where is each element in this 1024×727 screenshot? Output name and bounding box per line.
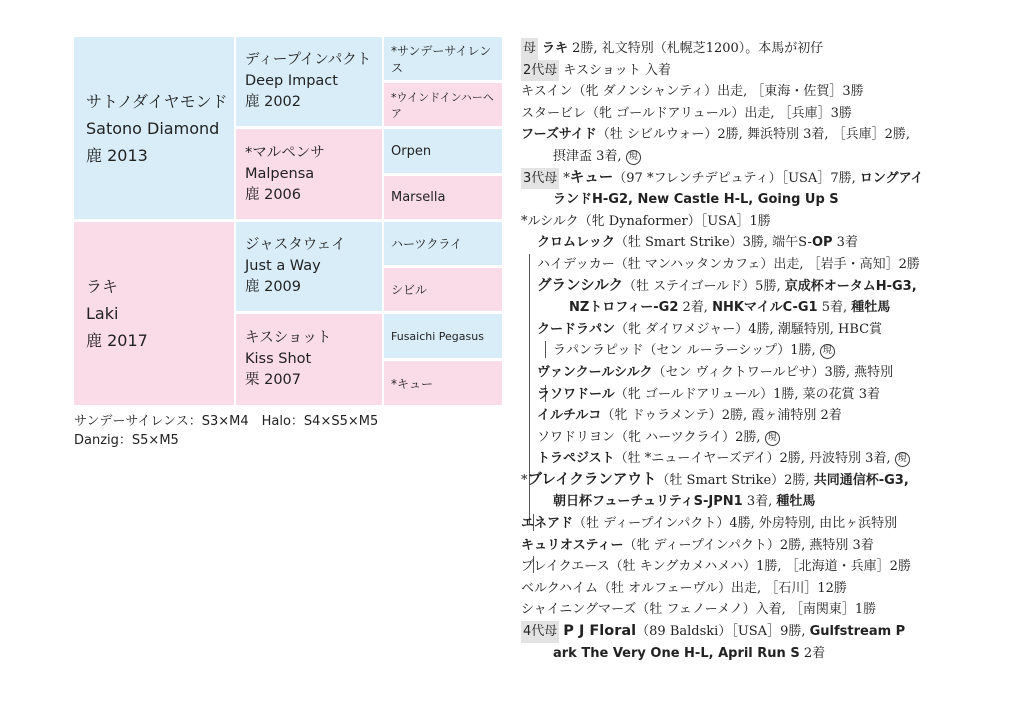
generation-label: 2代母 (521, 60, 559, 82)
record: （牡 シビルウォー）2勝, 舞浜特別 3着, ［兵庫］2勝, (596, 127, 911, 143)
family-line (521, 621, 961, 643)
sire-name-en: Satono Diamond (86, 118, 220, 138)
horse-name: ヴァンクールシルク (537, 364, 653, 380)
horse-name: トラペジスト (537, 451, 615, 467)
record: （牡 *ニューイヤーズデイ）2勝, 丹波特別 3着, (614, 451, 895, 467)
family-line (521, 60, 961, 82)
family-line (521, 124, 961, 146)
ss-name-en: Deep Impact (245, 73, 338, 89)
sd-name-ja: *マルペンサ (245, 144, 325, 161)
record: キスショット 入着 (563, 62, 671, 78)
active-mark-icon: 現 (626, 150, 641, 165)
record: 2着 (799, 645, 826, 661)
g3-cell-3 (384, 129, 502, 173)
family-line (521, 427, 961, 449)
dam-name-ja: ラキ (86, 277, 119, 296)
sire-info: 鹿 2013 (86, 145, 148, 165)
horse-name: キュー (569, 169, 614, 186)
inbreeding-notes (74, 412, 378, 450)
ds-name-en: Just a Way (245, 258, 321, 274)
horse-name: クードラパン (537, 321, 616, 337)
dd-info: 栗 2007 (245, 372, 302, 388)
ds-name-ja: ジャスタウェイ (245, 237, 346, 253)
record: 3着 (832, 235, 858, 251)
family-line (521, 211, 961, 233)
family-line (521, 599, 961, 621)
g3-cell-7 (384, 314, 502, 358)
generation-label: 3代母 (521, 168, 559, 190)
family-line (521, 535, 961, 557)
generation-label: 母 (521, 38, 538, 60)
female-family-text (521, 38, 961, 664)
pedigree-table (74, 37, 502, 405)
race-name: Gulfstream P (809, 624, 906, 640)
race-name: ランドH-G2, New Castle H-L, Going Up S (553, 192, 839, 208)
record: 5着, (817, 300, 852, 316)
record: （牡 ディープインパクト）4勝, 外房特別, 由比ヶ浜特別 (573, 516, 898, 532)
family-line (521, 384, 961, 406)
dd-name-en: Kiss Shot (245, 351, 312, 367)
family-line (521, 146, 961, 168)
g3-name: Marsella (391, 190, 446, 205)
horse-name: エネアド (521, 516, 574, 532)
family-line (521, 81, 961, 103)
family-line (521, 556, 961, 578)
family-line (521, 340, 961, 362)
race-name: ark The Very One H-L, April Run S (553, 645, 800, 661)
record: 2着, (678, 300, 713, 316)
inbreeding-line-1: サンデーサイレンス：S3×M4 Halo：S4×S5×M5 (74, 414, 379, 429)
record: （97 *フレンチデピュティ）［USA］7勝, (613, 170, 860, 186)
record: 摂津盃 3着, (553, 148, 626, 164)
import-mark: * (521, 472, 528, 488)
stallion-label: 種牡馬 (851, 300, 891, 316)
ss-name-ja: ディープインパクト (245, 52, 372, 68)
family-line (521, 643, 961, 665)
g3-name: ハーツクライ (391, 237, 463, 251)
record: （牡 Smart Strike）2勝, (656, 472, 814, 488)
g3-name: シビル (391, 283, 428, 297)
record: （牝 ダイワメジャー）4勝, 潮騒特別, HBC賞 (615, 321, 883, 337)
ss-info: 鹿 2002 (245, 94, 302, 110)
family-line (521, 448, 961, 470)
stallion-label: 種牡馬 (776, 494, 816, 510)
family-line (521, 319, 961, 341)
sire-name-ja: サトノダイヤモンド (86, 91, 228, 111)
family-line (521, 362, 961, 384)
horse-name: クロムレック (537, 235, 615, 251)
g3-cell-1 (384, 37, 502, 80)
race-name: NZトロフィー-G2 (569, 300, 679, 316)
family-line (521, 38, 961, 60)
family-line (521, 513, 961, 535)
generation-label: 4代母 (521, 621, 559, 643)
active-mark-icon: 現 (895, 452, 910, 467)
record: （89 Baldski）［USA］9勝, (636, 624, 810, 640)
g3-cell-6 (384, 268, 502, 311)
sd-info: 鹿 2006 (245, 186, 302, 203)
dam-sire-cell (236, 222, 382, 311)
record: （牝 ドゥラメンテ）2勝, 霞ヶ浦特別 2着 (601, 408, 842, 424)
family-line (521, 232, 961, 254)
dam-name-en: Laki (86, 304, 119, 323)
ds-info: 鹿 2009 (245, 279, 302, 295)
race-name: 朝日杯フューチュリティS-JPN1 (553, 494, 743, 510)
record: スタービレ（牝 ゴールドアリュール）出走, ［兵庫］3勝 (521, 105, 852, 121)
record: キスイン（牝 ダノンシャンティ）出走, ［東海・佐賀］3勝 (521, 84, 864, 100)
horse-name: ラソワドール (537, 386, 615, 402)
family-line (521, 189, 961, 211)
sire-sire-cell (236, 37, 382, 126)
family-line (521, 578, 961, 600)
horse-name: P J Floral (563, 623, 637, 640)
horse-name: イルチルコ (537, 408, 602, 424)
family-line (521, 491, 961, 513)
import-mark: * (563, 170, 570, 186)
dam-dam-cell (236, 314, 382, 405)
record: （牡 ステイゴールド）5勝, (623, 278, 785, 294)
race-name: NHKマイルC-G1 (712, 300, 818, 316)
record: （牝 ゴールドアリュール）1勝, 菜の花賞 3着 (614, 386, 881, 402)
family-line (521, 405, 961, 427)
g3-cell-4 (384, 176, 502, 219)
g3-name: *サンデーサイレンス (391, 43, 492, 75)
record: （牡 Smart Strike）3勝, 端午S- (614, 235, 812, 251)
record: 3着, (742, 494, 777, 510)
record: ベルクハイム（牡 オルフェーヴル）出走, ［石川］12勝 (521, 580, 847, 596)
horse-name: ブレイクランアウト (527, 471, 657, 488)
g3-cell-2 (384, 83, 502, 126)
dam-info: 鹿 2017 (86, 331, 148, 350)
g3-name: *キュー (391, 376, 434, 391)
horse-name: ラキ (542, 41, 569, 56)
g3-cell-8 (384, 361, 502, 405)
active-mark-icon: 現 (765, 431, 780, 446)
family-line (521, 254, 961, 276)
family-line (521, 297, 961, 319)
sire-dam-cell (236, 129, 382, 219)
record: ソワドリヨン（牝 ハーツクライ）2勝, (537, 429, 765, 445)
active-mark-icon: 現 (820, 344, 835, 359)
family-line (521, 168, 961, 190)
race-name: 共同通信杯-G3, (813, 472, 909, 488)
sire-cell (74, 37, 234, 219)
horse-name: フーズサイド (521, 127, 597, 143)
family-line (521, 470, 961, 492)
inbreeding-line-2: Danzig：S5×M5 (74, 433, 179, 448)
record: ラパンラピッド（セン ルーラーシップ）1勝, (553, 343, 820, 359)
dam-cell (74, 222, 234, 405)
g3-name: *ウインドインハーヘア (391, 90, 494, 120)
family-line (521, 276, 961, 298)
dd-name-ja: キスショット (245, 330, 332, 346)
horse-name: キュリオスティー (521, 537, 624, 553)
record: （牝 ディープインパクト）2勝, 燕特別 3着 (623, 537, 874, 553)
record: 2勝, 礼文特別（札幌芝1200）。本馬が初仔 (568, 41, 824, 56)
g3-cell-5 (384, 222, 502, 265)
horse-name: グランシルク (537, 277, 623, 294)
race-name: 京成杯オータムH-G3, (784, 278, 917, 294)
record: ブレイクエース（牡 キングカメハメハ）1勝, ［北海道・兵庫］2勝 (521, 559, 911, 575)
sd-name-en: Malpensa (245, 165, 315, 182)
g3-name: Fusaichi Pegasus (391, 329, 484, 343)
race-name: ロングアイ (859, 170, 924, 186)
g3-name: Orpen (391, 143, 432, 159)
record: *ルシルク（牝 Dynaformer）［USA］1勝 (521, 213, 771, 229)
record: （セン ヴィクトワールピサ）3勝, 燕特別 (652, 364, 894, 380)
record: シャイニングマーズ（牡 フェノーメノ）入着, ［南関東］1勝 (521, 602, 877, 618)
family-line (521, 103, 961, 125)
record: ハイデッカー（牡 マンハッタンカフェ）出走, ［岩手・高知］2勝 (537, 256, 920, 272)
race-grade: OP (811, 235, 833, 251)
